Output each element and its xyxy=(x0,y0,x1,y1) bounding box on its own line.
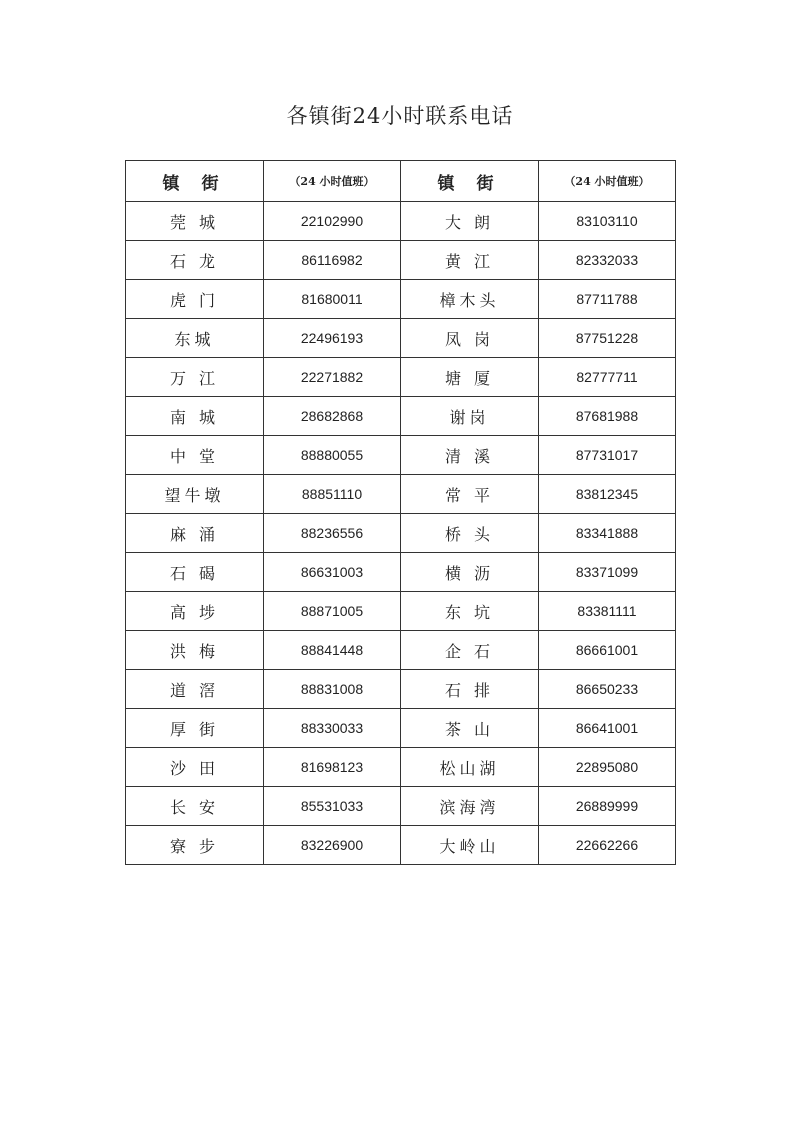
town-name-right: 桥 头 xyxy=(401,514,539,553)
phone-number-left: 88236556 xyxy=(264,514,401,553)
town-name-left: 石 龙 xyxy=(126,241,264,280)
phone-number-right: 86661001 xyxy=(539,631,676,670)
phone-number-left: 88841448 xyxy=(264,631,401,670)
phone-number-left: 88851110 xyxy=(264,475,401,514)
table-row xyxy=(126,787,676,826)
town-name-left: 长 安 xyxy=(126,787,264,826)
town-name-right: 大 朗 xyxy=(401,202,539,241)
town-name-right: 大岭山 xyxy=(401,826,539,865)
town-name-left: 中 堂 xyxy=(126,436,264,475)
phone-number-right: 22662266 xyxy=(539,826,676,865)
phone-number-right: 82332033 xyxy=(539,241,676,280)
contact-table xyxy=(125,160,676,865)
town-name-left: 望牛墩 xyxy=(126,475,264,514)
phone-number-right: 83341888 xyxy=(539,514,676,553)
phone-number-right: 83812345 xyxy=(539,475,676,514)
table-row xyxy=(126,631,676,670)
town-name-left: 寮 步 xyxy=(126,826,264,865)
town-name-right: 滨海湾 xyxy=(401,787,539,826)
town-name-left: 沙 田 xyxy=(126,748,264,787)
town-name-right: 塘 厦 xyxy=(401,358,539,397)
phone-number-left: 28682868 xyxy=(264,397,401,436)
phone-number-right: 87681988 xyxy=(539,397,676,436)
town-name-left: 厚 街 xyxy=(126,709,264,748)
phone-number-right: 87751228 xyxy=(539,319,676,358)
table-row xyxy=(126,592,676,631)
town-name-left: 东城 xyxy=(126,319,264,358)
town-name-left: 南 城 xyxy=(126,397,264,436)
phone-number-right: 83371099 xyxy=(539,553,676,592)
town-name-left: 莞 城 xyxy=(126,202,264,241)
phone-number-right: 87731017 xyxy=(539,436,676,475)
table-row xyxy=(126,319,676,358)
header-duty-right: （24 小时值班） xyxy=(539,161,676,202)
phone-number-left: 22102990 xyxy=(264,202,401,241)
table-row xyxy=(126,358,676,397)
town-name-right: 石 排 xyxy=(401,670,539,709)
header-town-right: 镇 街 xyxy=(401,161,539,202)
town-name-right: 常 平 xyxy=(401,475,539,514)
town-name-left: 万 江 xyxy=(126,358,264,397)
header-duty-left: （24 小时值班） xyxy=(264,161,401,202)
town-name-left: 洪 梅 xyxy=(126,631,264,670)
town-name-right: 樟木头 xyxy=(401,280,539,319)
table-row xyxy=(126,436,676,475)
town-name-left: 麻 涌 xyxy=(126,514,264,553)
phone-number-right: 83103110 xyxy=(539,202,676,241)
town-name-right: 东 坑 xyxy=(401,592,539,631)
page-title: 各镇街24小时联系电话 xyxy=(286,104,514,128)
phone-number-right: 82777711 xyxy=(539,358,676,397)
phone-number-right: 86641001 xyxy=(539,709,676,748)
town-name-right: 清 溪 xyxy=(401,436,539,475)
town-name-right: 企 石 xyxy=(401,631,539,670)
phone-number-left: 88831008 xyxy=(264,670,401,709)
table-row xyxy=(126,241,676,280)
town-name-left: 高 埗 xyxy=(126,592,264,631)
town-name-right: 黄 江 xyxy=(401,241,539,280)
phone-number-left: 83226900 xyxy=(264,826,401,865)
table-header-row xyxy=(126,161,676,202)
phone-number-right: 86650233 xyxy=(539,670,676,709)
town-name-right: 凤 岗 xyxy=(401,319,539,358)
town-name-right: 茶 山 xyxy=(401,709,539,748)
header-town-left: 镇 街 xyxy=(126,161,264,202)
town-name-right: 横 沥 xyxy=(401,553,539,592)
phone-number-left: 85531033 xyxy=(264,787,401,826)
table-row xyxy=(126,397,676,436)
phone-number-right: 83381111 xyxy=(539,592,676,631)
town-name-right: 松山湖 xyxy=(401,748,539,787)
table-row xyxy=(126,202,676,241)
phone-number-left: 81698123 xyxy=(264,748,401,787)
phone-number-left: 86631003 xyxy=(264,553,401,592)
phone-number-right: 22895080 xyxy=(539,748,676,787)
table-row xyxy=(126,553,676,592)
table-row xyxy=(126,826,676,865)
phone-number-left: 22271882 xyxy=(264,358,401,397)
phone-number-right: 87711788 xyxy=(539,280,676,319)
town-name-left: 虎 门 xyxy=(126,280,264,319)
phone-number-left: 88871005 xyxy=(264,592,401,631)
town-name-left: 石 碣 xyxy=(126,553,264,592)
table-row xyxy=(126,748,676,787)
phone-number-left: 22496193 xyxy=(264,319,401,358)
phone-number-left: 88880055 xyxy=(264,436,401,475)
phone-number-left: 88330033 xyxy=(264,709,401,748)
table-row xyxy=(126,670,676,709)
phone-number-left: 81680011 xyxy=(264,280,401,319)
phone-number-right: 26889999 xyxy=(539,787,676,826)
phone-number-left: 86116982 xyxy=(264,241,401,280)
table-row xyxy=(126,280,676,319)
table-row xyxy=(126,475,676,514)
table-row xyxy=(126,709,676,748)
town-name-right: 谢岗 xyxy=(401,397,539,436)
town-name-left: 道 滘 xyxy=(126,670,264,709)
table-row xyxy=(126,514,676,553)
table-body xyxy=(126,202,676,865)
